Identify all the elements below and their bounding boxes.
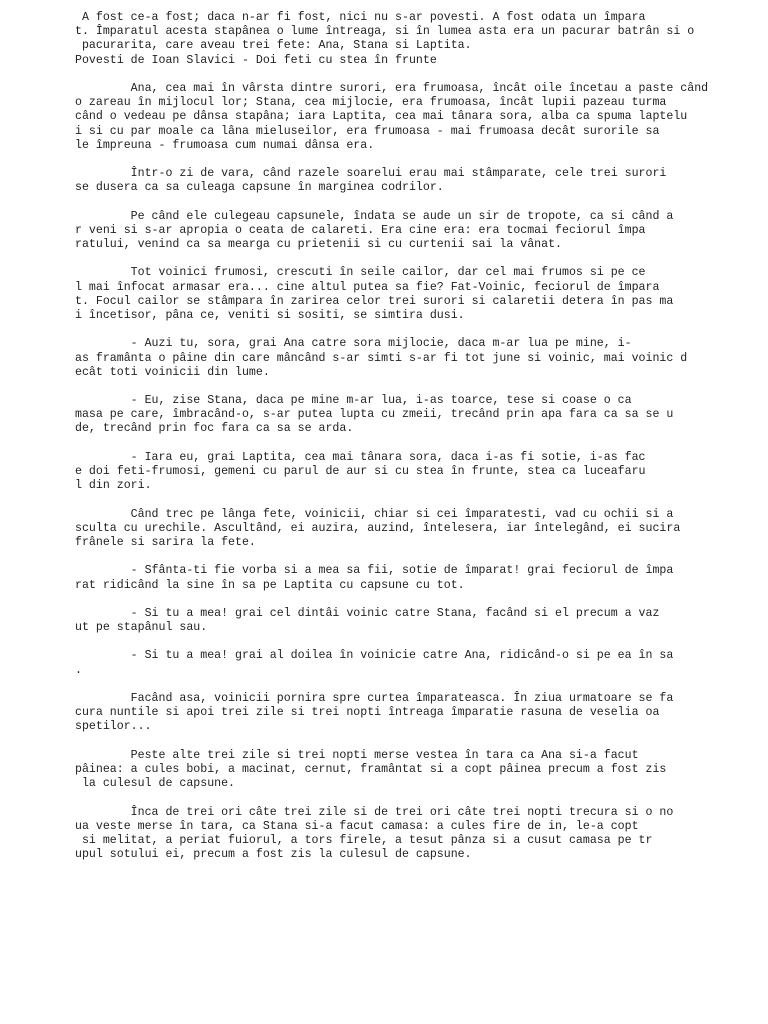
- text-line: r veni si s-ar apropia o ceata de calareti. Era cine era: era tocmai feciorul împa: [75, 223, 646, 237]
- blank-line: [75, 678, 708, 692]
- text-line: o zareau în mijlocul lor; Stana, cea mijlocie, era frumoasa, încât lupii pazeau turma: [75, 96, 667, 110]
- text-line: A fost ce-a fost; daca n-ar fi fost, nici nu s-ar povesti. A fost odata un împara: [75, 11, 646, 24]
- text-line: Facând asa, voinicii pornira spre curtea împarateasca. În ziua urmatoare se fa: [75, 692, 674, 705]
- text-line: pacurarita, care aveau trei fete: Ana, Stana si Laptita.: [75, 39, 472, 53]
- text-line: ratului, venind ca sa mearga cu prietenii si cu curtenii sai la vânat.: [75, 238, 563, 251]
- text-line: Când trec pe lânga fete, voinicii, chiar si cei împaratesti, vad cu ochii si a: [75, 507, 674, 521]
- text-line: spetilor...: [75, 720, 152, 734]
- blank-line: [75, 791, 708, 805]
- text-line: - Si tu a mea! grai al doilea în voinicie catre Ana, ridicând-o si pe ea în sa: [75, 649, 674, 663]
- text-line: - Iara eu, grai Laptita, cea mai tânara sora, daca i-as fi sotie, i-as fac: [75, 450, 646, 464]
- text-line: Pe când ele culegeau capsunele, îndata se aude un sir de tropote, ca si când a: [75, 209, 674, 223]
- blank-line: [75, 380, 708, 394]
- text-line: t. Împaratul acesta stapânea o lume întreaga, si în lumea asta era un pacurar batrân si o: [75, 25, 695, 39]
- blank-line: [75, 68, 708, 82]
- text-line: se dusera ca sa culeaga capsune în marginea codrilor.: [75, 181, 444, 195]
- text-line: e doi feti-frumosi, gemeni cu parul de aur si cu stea în frunte, stea ca luceafaru: [75, 465, 646, 478]
- blank-line: [75, 735, 708, 749]
- text-line: Într-o zi de vara, când razele soarelui erau mai stâmparate, cele trei surori: [75, 167, 667, 181]
- text-line: la culesul de capsune.: [75, 777, 236, 791]
- text-line: i si cu par moale ca lâna mieluseilor, era frumoasa - mai frumoasa decât surorile sa: [75, 124, 660, 138]
- blank-line: [75, 550, 708, 564]
- document-text: [75, 11, 708, 862]
- text-line: - Si tu a mea! grai cel dintâi voinic catre Stana, facând si el precum a vaz: [75, 606, 660, 620]
- text-line: Peste alte trei zile si trei nopti merse vestea în tara ca Ana si-a facut: [75, 748, 639, 762]
- text-line: ut pe stapânul sau.: [75, 621, 208, 635]
- blank-line: [75, 635, 708, 649]
- text-line: l din zori.: [75, 479, 152, 493]
- text-line: upul sotului ei, precum a fost zis la culesul de capsune.: [75, 848, 472, 862]
- text-line: sculta cu urechile. Ascultând, ei auzira, auzind, întelesera, iar întelegând, ei sucira: [75, 521, 681, 535]
- text-line: t. Focul cailor se stâmpara în zarirea celor trei surori si calaretii detera în pas ma: [75, 294, 674, 308]
- blank-line: [75, 153, 708, 167]
- text-line: când o vedeau pe dânsa stapâna; iara Laptita, cea mai tânara sora, alba ca spuma laptelu: [75, 110, 688, 124]
- text-line: Înca de trei ori câte trei zile si de trei ori câte trei nopti trecura si o no: [75, 805, 674, 819]
- text-line: si melitat, a periat fuiorul, a tors firele, a tesut pânza si a cusut camasa pe tr: [75, 833, 653, 847]
- text-line: pâinea: a cules bobi, a macinat, cernut, framântat si a copt pâinea precum a fost zis: [75, 762, 667, 776]
- text-line: i încetisor, pâna ce, veniti si sositi, se simtira dusi.: [75, 308, 465, 322]
- text-line: as framânta o pâine din care mâncând s-ar simti s-ar fi tot june si voinic, mai voinic d: [75, 351, 688, 365]
- text-line: Povesti de Ioan Slavici - Doi feti cu stea în frunte: [75, 53, 437, 67]
- text-line: - Sfânta-ti fie vorba si a mea sa fii, sotie de împarat! grai feciorul de împa: [75, 564, 674, 578]
- text-line: Ana, cea mai în vârsta dintre surori, era frumoasa, încât oile încetau a paste când: [75, 81, 709, 95]
- text-line: le împreuna - frumoasa cum numai dânsa era.: [75, 138, 375, 152]
- text-line: ua veste merse în tara, ca Stana si-a facut camasa: a cules fire de in, le-a copt: [75, 819, 639, 833]
- text-line: masa pe care, îmbracând-o, s-ar putea lupta cu zmeii, trecând prin apa fara ca sa se u: [75, 408, 674, 422]
- blank-line: [75, 493, 708, 507]
- blank-line: [75, 195, 708, 209]
- text-line: Tot voinici frumosi, crescuti în seile cailor, dar cel mai frumos si pe ce: [75, 266, 646, 280]
- text-line: l mai înfocat armasar era... cine altul putea sa fie? Fat-Voinic, feciorul de împara: [75, 280, 660, 294]
- text-line: cura nuntile si apoi trei zile si trei nopti întreaga împaratie rasuna de veselia oa: [75, 706, 660, 720]
- text-line: frânele si sarira la fete.: [75, 535, 256, 549]
- blank-line: [75, 323, 708, 337]
- text-line: rat ridicând la sine în sa pe Laptita cu capsune cu tot.: [75, 578, 465, 592]
- blank-line: [75, 252, 708, 266]
- text-line: ecât toti voinicii din lume.: [75, 365, 270, 379]
- text-line: .: [75, 663, 82, 677]
- text-line: de, trecând prin foc fara ca sa se arda.: [75, 422, 354, 436]
- blank-line: [75, 593, 708, 607]
- text-line: - Auzi tu, sora, grai Ana catre sora mijlocie, daca m-ar lua pe mine, i-: [75, 337, 632, 351]
- text-line: - Eu, zise Stana, daca pe mine m-ar lua, i-as toarce, tese si coase o ca: [75, 394, 632, 408]
- blank-line: [75, 437, 708, 451]
